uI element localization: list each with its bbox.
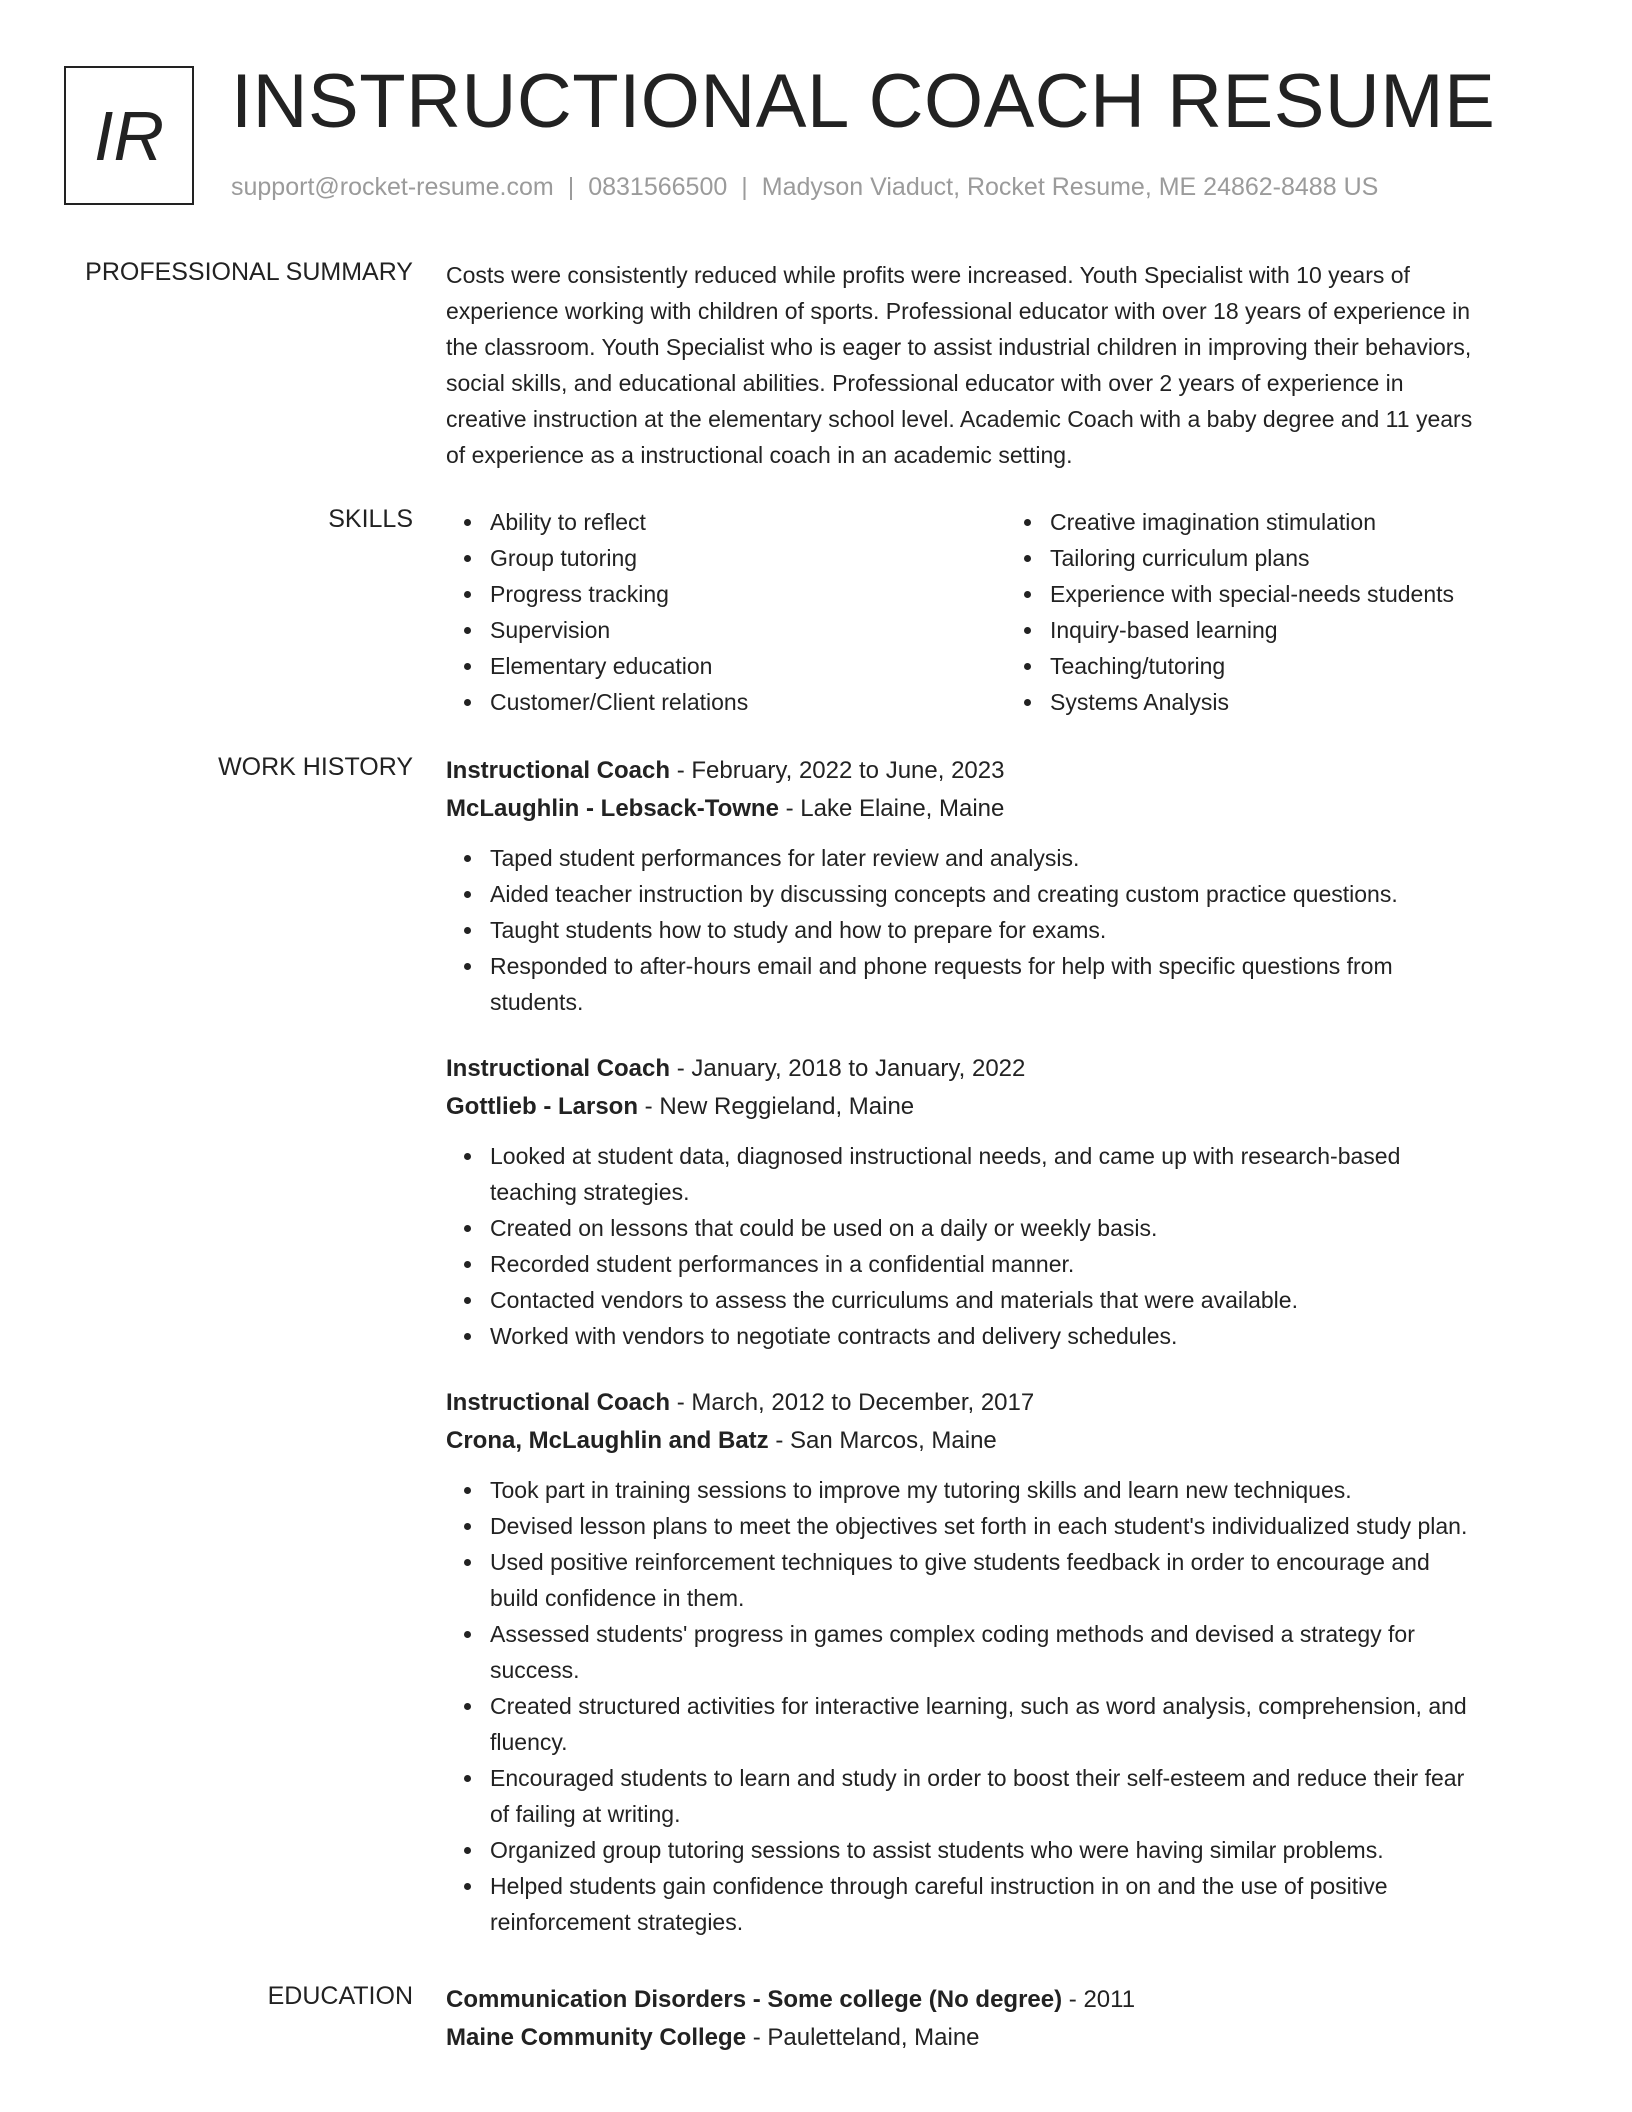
education-location: - Pauletteland, Maine [746,2024,980,2051]
education-degree: Communication Disorders - Some college (No degree) [446,1986,1063,2013]
education-degree-line [446,1981,1566,2019]
job-title: Instructional Coach [446,757,671,784]
bullet-line: Encouraged students to learn and study in order to boost their self-esteem and reduce their fear [490,1765,1465,1791]
education-heading: EDUCATION [267,1982,413,2010]
skills-grid [446,504,1566,720]
bullet-line: success. [490,1657,580,1683]
bullet-line: Created on lessons that could be used on a daily or weekly basis. [490,1215,1158,1241]
summary-line: experience working with children of sports. Professional educator with over 18 years of experience in [446,298,1471,324]
job-bullet [490,840,1566,876]
bullet-line: Contacted vendors to assess the curriculums and materials that were available. [490,1287,1298,1313]
skill-item: Customer/Client relations [490,684,1006,720]
summary-heading: PROFESSIONAL SUMMARY [85,258,413,286]
contact-phone[interactable]: 0831566500 [588,173,728,201]
bullet-line: Worked with vendors to negotiate contracts and delivery schedules. [490,1323,1178,1349]
skill-item: Supervision [490,612,1006,648]
job-company-line [446,790,1566,828]
job-bullet [490,1760,1566,1832]
bullet-line: Responded to after-hours email and phone requests for help with specific questions from [490,953,1393,979]
skills-heading: SKILLS [328,505,413,533]
summary-line: creative instruction at the elementary school level. Academic Coach with a baby degree and 11 years [446,406,1473,432]
bullet-line: Looked at student data, diagnosed instructional needs, and came up with research-based [490,1143,1401,1169]
contact-separator: | [741,173,748,201]
bullet-line: build confidence in them. [490,1585,745,1611]
work-history-heading: WORK HISTORY [218,753,413,781]
contact-email[interactable]: support@rocket-resume.com [231,173,554,201]
summary-line: social skills, and educational abilities. Professional educator with over 2 years of experience in [446,370,1404,396]
job-location: - New Reggieland, Maine [638,1093,915,1120]
skills-list-right [1006,504,1566,720]
work-history-body [446,752,1566,1940]
bullet-line: Took part in training sessions to improve my tutoring skills and learn new techniques. [490,1477,1352,1503]
bullet-line: Recorded student performances in a confidential manner. [490,1251,1075,1277]
job-entry [446,1384,1566,1940]
job-dates: - January, 2018 to January, 2022 [670,1055,1026,1082]
bullet-line: Aided teacher instruction by discussing concepts and creating custom practice questions. [490,881,1398,907]
bullet-line: of failing at writing. [490,1801,681,1827]
job-company: Crona, McLaughlin and Batz [446,1427,769,1454]
job-bullets [446,840,1566,1020]
contact-address: Madyson Viaduct, Rocket Resume, ME 24862-8488 US [761,173,1379,201]
job-company: McLaughlin - Lebsack-Towne [446,795,779,822]
summary-line: Costs were consistently reduced while profits were increased. Youth Specialist with 10 years of [446,262,1410,288]
job-entry [446,752,1566,1020]
bullet-line: fluency. [490,1729,568,1755]
job-bullet [490,1318,1566,1354]
skill-item: Inquiry-based learning [1050,612,1566,648]
bullet-line: Created structured activities for interactive learning, such as word analysis, comprehension, and [490,1693,1467,1719]
job-bullets [446,1472,1566,1940]
summary-line: the classroom. Youth Specialist who is eager to assist industrial children in improving their behaviors, [446,334,1472,360]
job-bullet [490,1544,1566,1616]
education-body [446,1981,1566,2057]
skill-item: Ability to reflect [490,504,1006,540]
summary-body [446,257,1566,473]
job-bullet [490,1282,1566,1318]
bullet-line: students. [490,989,584,1015]
bullet-line: Used positive reinforcement techniques to give students feedback in order to encourage and [490,1549,1430,1575]
job-bullet [490,876,1566,912]
bullet-line: Taped student performances for later review and analysis. [490,845,1080,871]
skill-item: Tailoring curriculum plans [1050,540,1566,576]
bullet-line: Organized group tutoring sessions to assist students who were having similar problems. [490,1837,1384,1863]
job-bullet [490,1508,1566,1544]
skill-item: Experience with special-needs students [1050,576,1566,612]
skill-item: Group tutoring [490,540,1006,576]
job-bullet [490,912,1566,948]
job-title-line [446,1050,1566,1088]
education-school: Maine Community College [446,2024,747,2051]
bullet-line: teaching strategies. [490,1179,690,1205]
job-entry [446,1050,1566,1354]
bullet-line: Devised lesson plans to meet the objectives set forth in each student's individualized study plan. [490,1513,1468,1539]
job-bullet [490,1472,1566,1508]
skill-item: Systems Analysis [1050,684,1566,720]
skills-body [446,504,1566,720]
job-title: Instructional Coach [446,1389,671,1416]
job-dates: - March, 2012 to December, 2017 [670,1389,1035,1416]
education-school-line [446,2019,1566,2057]
job-bullet [490,1210,1566,1246]
skill-item: Teaching/tutoring [1050,648,1566,684]
summary-line: of experience as a instructional coach in an academic setting. [446,442,1073,468]
bullet-line: Assessed students' progress in games complex coding methods and devised a strategy for [490,1621,1415,1647]
job-title-line [446,752,1566,790]
job-bullet [490,1868,1566,1940]
job-dates: - February, 2022 to June, 2023 [670,757,1005,784]
job-bullet [490,1138,1566,1210]
education-year: - 2011 [1062,1986,1136,2013]
skills-list-left [446,504,1006,720]
job-bullet [490,1688,1566,1760]
bullet-line: reinforcement strategies. [490,1909,744,1935]
job-title-line [446,1384,1566,1422]
job-company: Gottlieb - Larson [446,1093,638,1120]
resume-header [64,59,1584,212]
page-title: INSTRUCTIONAL COACH RESUME [231,59,1496,144]
skill-item: Progress tracking [490,576,1006,612]
monogram-logo: IR [64,66,194,205]
job-bullets [446,1138,1566,1354]
job-company-line [446,1088,1566,1126]
job-company-line [446,1422,1566,1460]
job-location: - San Marcos, Maine [768,1427,997,1454]
job-title: Instructional Coach [446,1055,671,1082]
skill-item: Elementary education [490,648,1006,684]
job-bullet [490,948,1566,1020]
bullet-line: Helped students gain confidence through careful instruction in on and the use of positive [490,1873,1388,1899]
job-bullet [490,1246,1566,1282]
skill-item: Creative imagination stimulation [1050,504,1566,540]
bullet-line: Taught students how to study and how to prepare for exams. [490,917,1107,943]
contact-separator: | [567,173,575,201]
job-location: - Lake Elaine, Maine [778,795,1005,822]
job-bullet [490,1616,1566,1688]
job-bullet [490,1832,1566,1868]
contact-line [231,173,1378,202]
